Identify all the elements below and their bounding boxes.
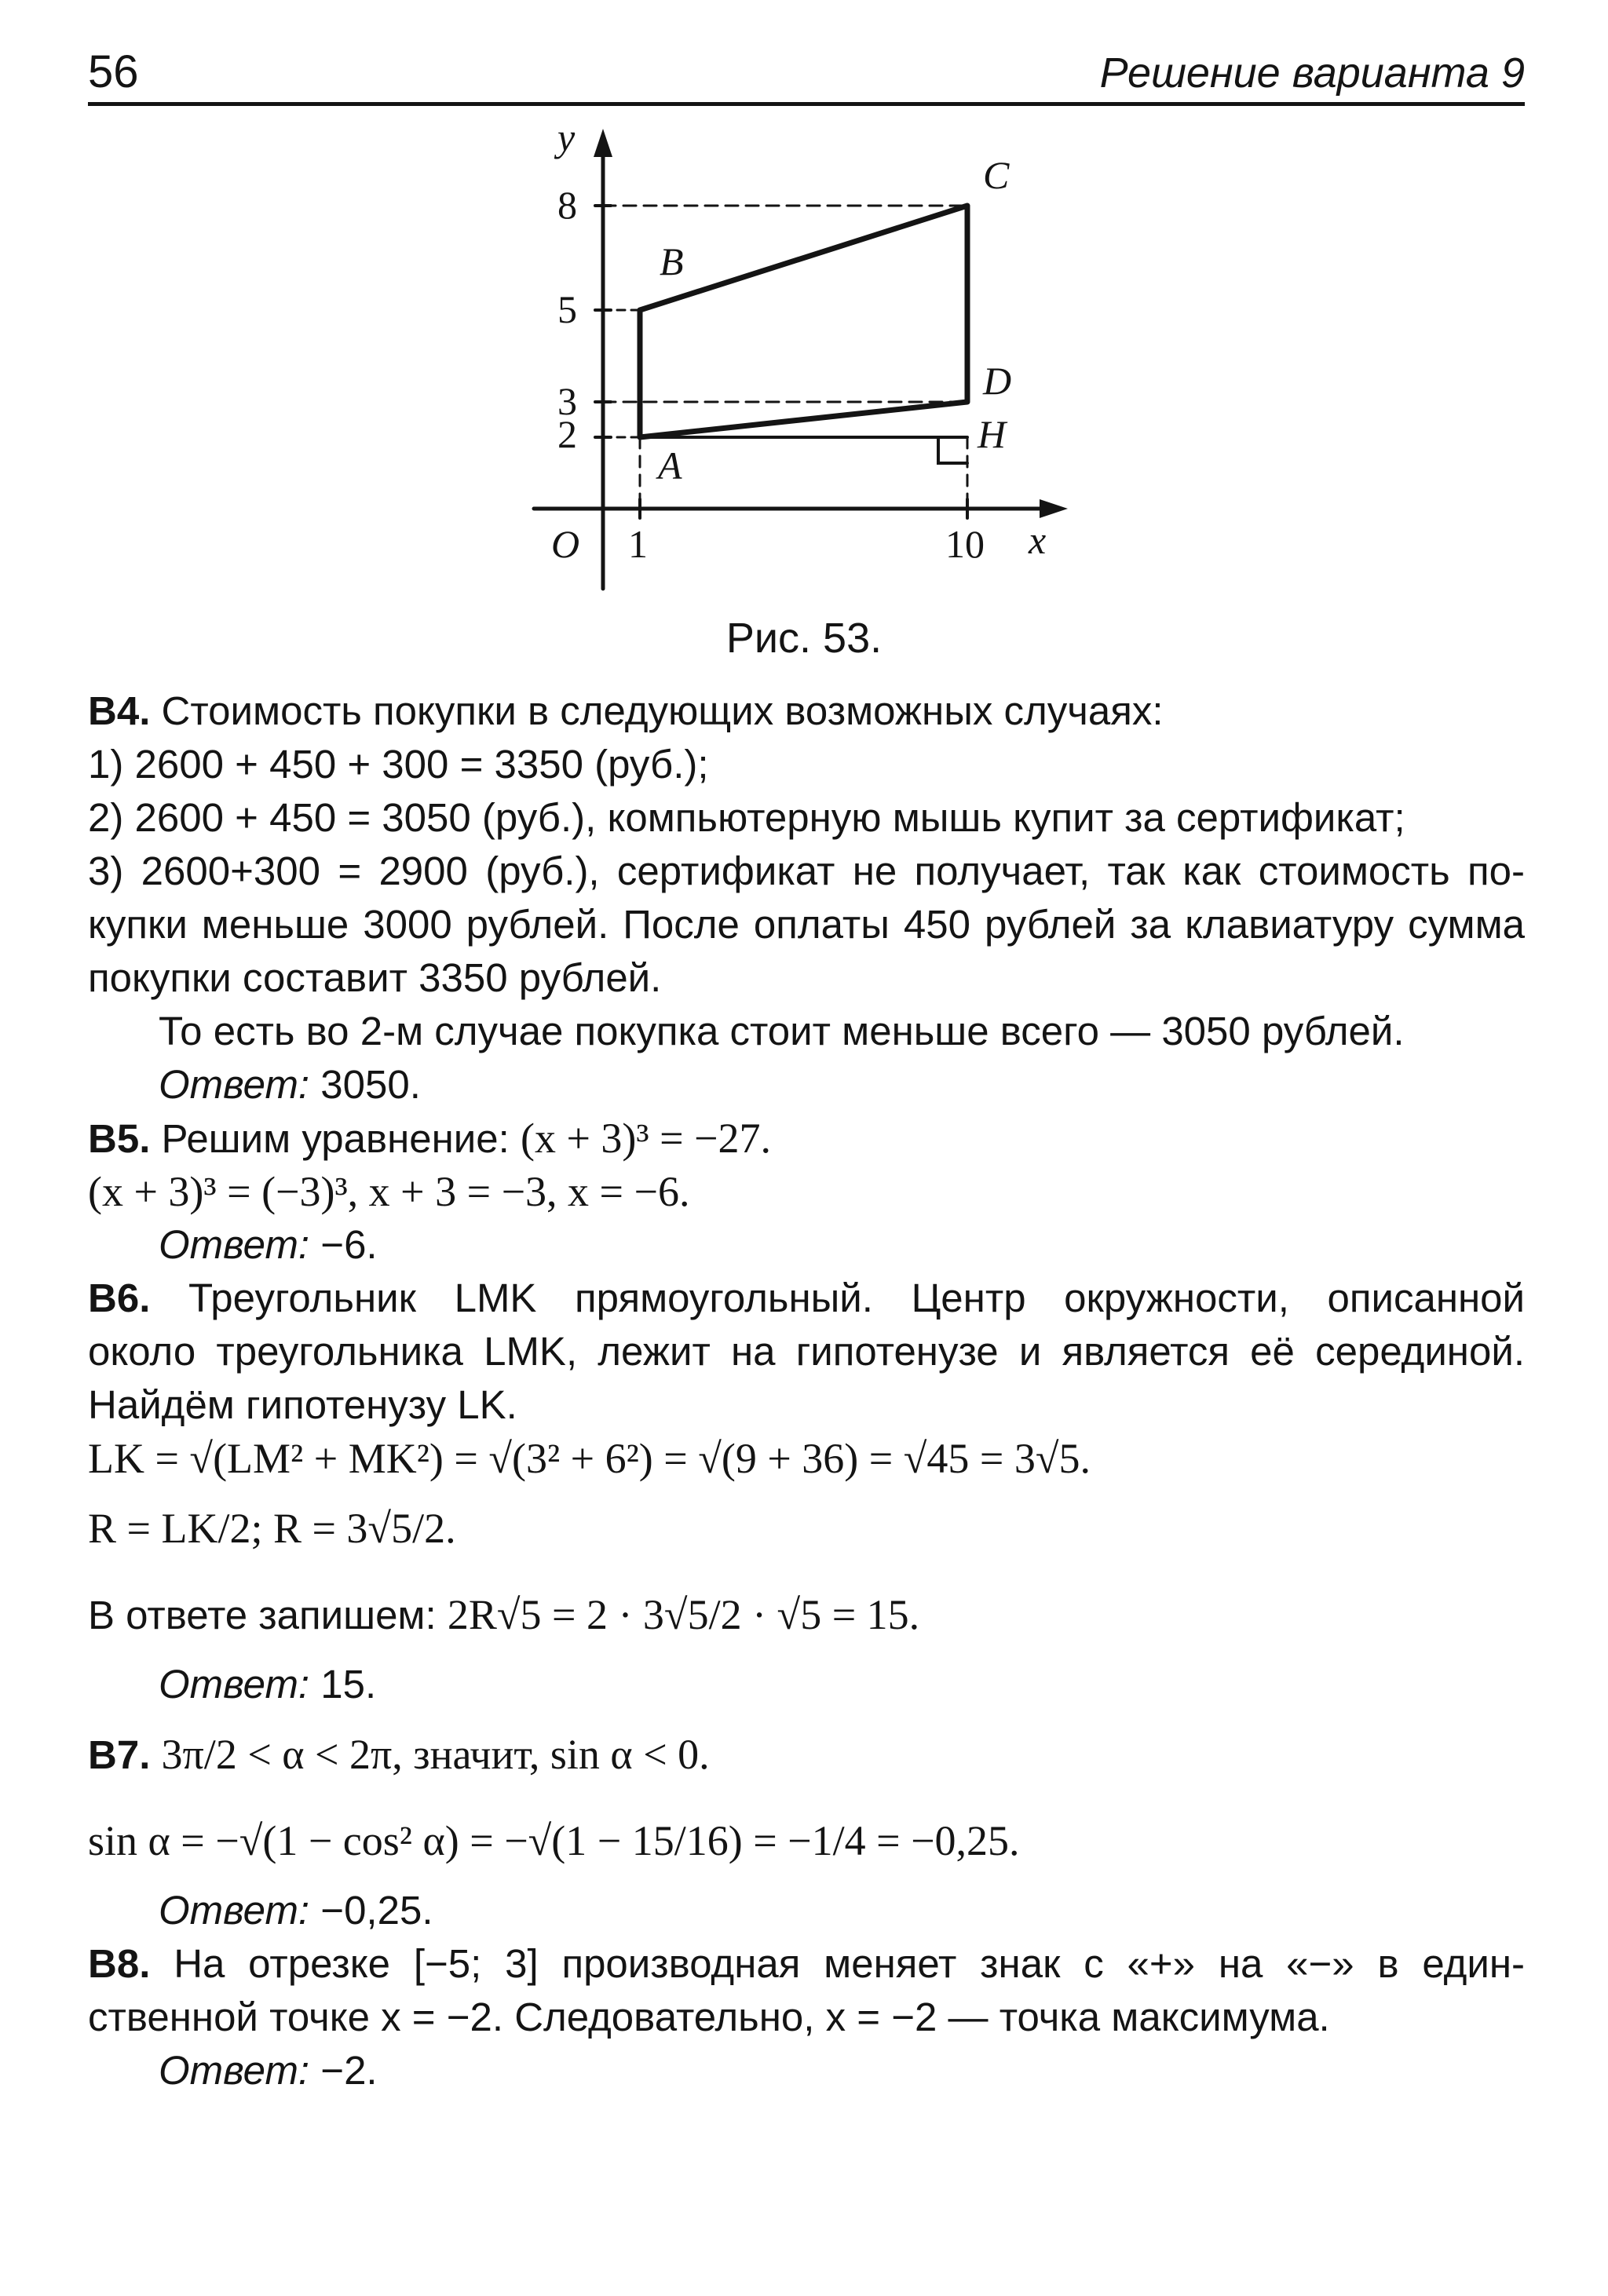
solutions-text — [88, 684, 1525, 2097]
y-tick-2: 2 — [557, 412, 577, 456]
origin-label: O — [551, 522, 580, 566]
b7-answer-label: Ответ: — [159, 1888, 310, 1933]
point-label-c: C — [983, 153, 1010, 197]
b6-record-formula: 2R√5 = 2 · 3√5/2 · √5 = 15. — [447, 1591, 920, 1638]
figure-caption: Рис. 53. — [725, 615, 883, 662]
b5-answer-label: Ответ: — [159, 1222, 310, 1267]
b4-conclusion: То есть во 2-м случае покупка стоит меньше всего — 3050 рублей. — [159, 1009, 1405, 1053]
b6-line3: Найдём гипотенузу LK. — [88, 1382, 517, 1427]
x-tick-10: 10 — [945, 522, 985, 566]
b6-record-text: В ответе запишем: — [88, 1593, 437, 1637]
b6-text1: Треугольник LMK прямоугольный. Центр окружности, описанной — [188, 1276, 1526, 1320]
b5-intro: Решим уравнение: — [161, 1116, 510, 1161]
b8-line2: ственной точке x = −2. Следовательно, x = −2 — точка максимума. — [88, 1995, 1330, 2039]
page-header — [88, 46, 1525, 108]
b5-label: B5. — [88, 1116, 151, 1161]
b7-condition-line — [88, 1711, 1525, 1798]
b4-intro-line — [88, 684, 1525, 738]
b5-step: (x + 3)³ = (−3)³, x + 3 = −3, x = −6. — [88, 1168, 690, 1215]
b6-line2: около треугольника LMK, лежит на гипотенузе и является её серединой. — [88, 1329, 1525, 1374]
b6-line1 — [88, 1272, 1525, 1325]
b4-answer-line — [88, 1058, 1525, 1111]
b4-case3-line3: покупки составит 3350 рублей. — [88, 955, 662, 1000]
b4-case3-line1: 3) 2600+300 = 2900 (руб.), сертификат не получает, так как стоимость по- — [88, 849, 1525, 893]
b6-label: B6. — [88, 1276, 151, 1320]
y-tick-3: 3 — [557, 379, 577, 423]
point-label-b: B — [660, 239, 684, 283]
b6-answer: 15. — [320, 1662, 377, 1706]
b6-answer-line — [88, 1658, 1525, 1711]
axis-label-x: x — [1029, 518, 1047, 562]
b8-line1 — [88, 1937, 1525, 1991]
y-tick-5: 5 — [557, 287, 577, 331]
b4-answer: 3050. — [320, 1062, 421, 1107]
b6-formula-lk: LK = √(LM² + MK²) = √(3² + 6²) = √(9 + 36) = √45 = 3√5. — [88, 1435, 1091, 1482]
y-axis-arrow — [594, 129, 612, 157]
b5-answer: −6. — [320, 1222, 378, 1267]
b4-case1: 1) 2600 + 450 + 300 = 3350 (руб.); — [88, 742, 709, 787]
b5-answer-line — [88, 1218, 1525, 1272]
x-tick-1: 1 — [628, 522, 648, 566]
axis-label-y: y — [557, 118, 576, 159]
b4-intro: Стоимость покупки в следующих возможных случаях: — [161, 688, 1164, 733]
right-angle-mark — [938, 437, 967, 463]
b8-label: B8. — [88, 1941, 151, 1986]
b8-text1: На отрезке [−5; 3] производная меняет знак с «+» на «−» в един- — [174, 1941, 1526, 1986]
b7-condition: 3π/2 < α < 2π, значит, sin α < 0. — [161, 1731, 710, 1778]
b8-answer: −2. — [320, 2048, 378, 2093]
b8-answer-line — [88, 2044, 1525, 2097]
header-rule — [88, 102, 1525, 106]
coordinate-plot — [518, 118, 1084, 604]
b7-label: B7. — [88, 1732, 151, 1777]
running-title: Решение варианта 9 — [1099, 49, 1525, 97]
b5-equation: (x + 3)³ = −27. — [520, 1115, 771, 1162]
point-label-d: D — [983, 359, 1012, 403]
b4-label: B4. — [88, 688, 151, 733]
figure-53 — [518, 118, 1084, 604]
page-number: 56 — [88, 46, 139, 97]
b4-case3-line2: купки меньше 3000 рублей. После оплаты 450 рублей за клавиатуру сумма — [88, 902, 1525, 947]
b7-formula: sin α = −√(1 − cos² α) = −√(1 − 15/16) = −1/4 = −0,25. — [88, 1817, 1020, 1864]
b7-answer: −0,25. — [320, 1888, 433, 1933]
point-label-h: H — [978, 412, 1007, 456]
b4-answer-label: Ответ: — [159, 1062, 310, 1107]
b7-answer-line — [88, 1884, 1525, 1937]
point-label-a: A — [658, 444, 682, 487]
b6-answer-label: Ответ: — [159, 1662, 310, 1706]
b8-answer-label: Ответ: — [159, 2048, 310, 2093]
y-tick-8: 8 — [557, 183, 577, 227]
b5-intro-line — [88, 1111, 1525, 1165]
b6-record-line — [88, 1571, 1525, 1658]
b6-formula-r: R = LK/2; R = 3√5/2. — [88, 1505, 456, 1552]
x-axis-arrow — [1040, 499, 1068, 518]
b4-case2: 2) 2600 + 450 = 3050 (руб.), компьютерную мышь купит за сертификат; — [88, 795, 1405, 840]
